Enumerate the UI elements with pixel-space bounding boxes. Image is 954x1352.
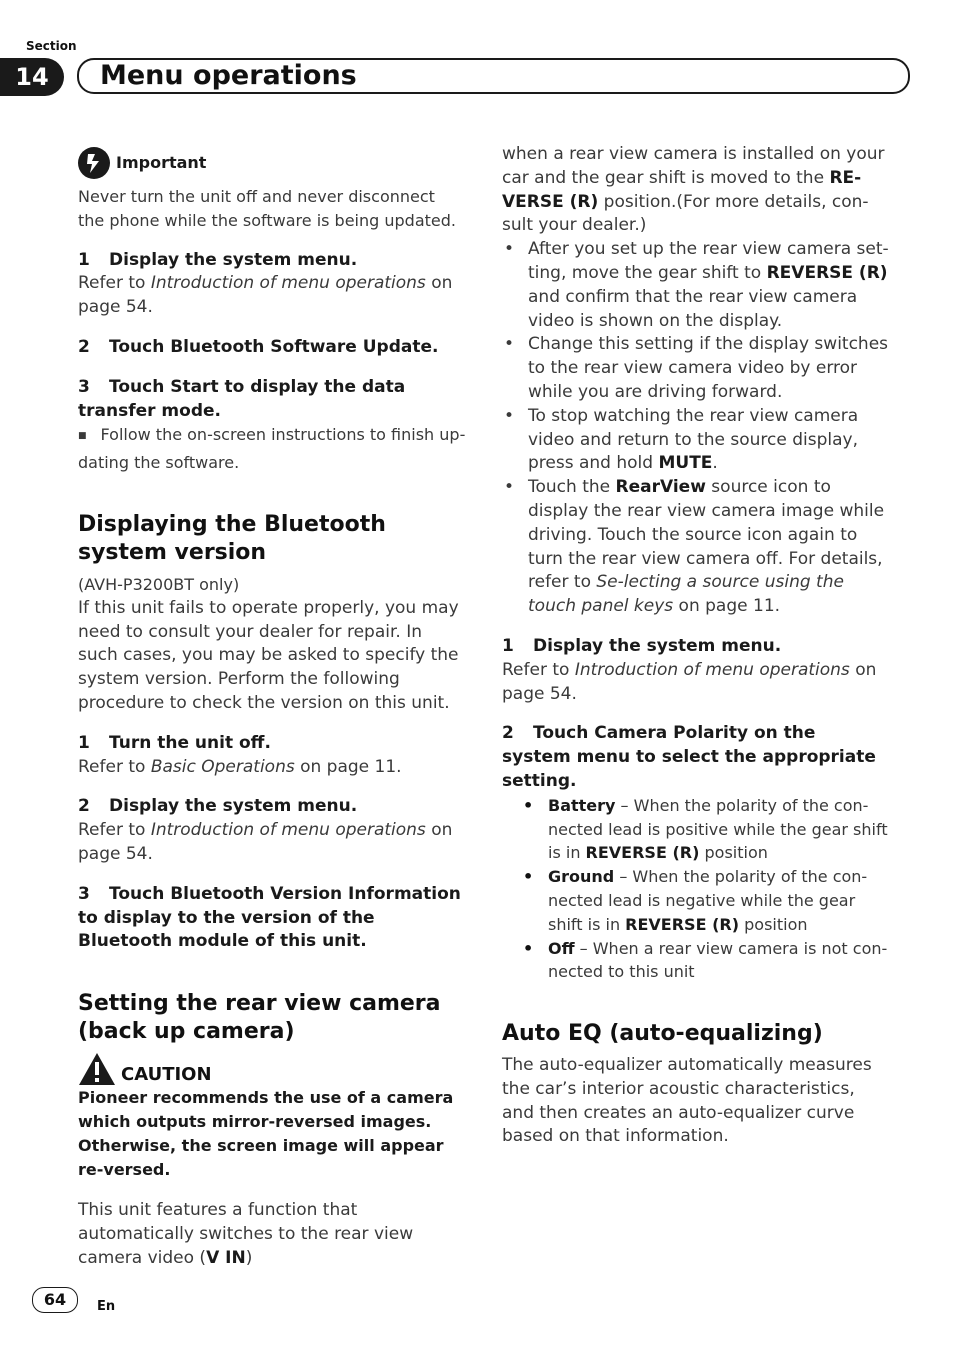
update-step-3: 3 Touch Start to display the data transfer mode. [78, 376, 406, 421]
update-step-1: 1 Display the system menu. [78, 249, 358, 270]
list-item: • Change this setting if the display switches to the rear view camera video by error while you are driving forward. [502, 333, 890, 404]
language-label: En [97, 1299, 116, 1314]
list-item: • Battery – When the polarity of the con-nected lead is positive while the gear shift is in REVERSE (R) position [502, 794, 890, 865]
important-notice-header [78, 147, 466, 179]
left-column [78, 143, 466, 1271]
list-item: • Touch the RearView source icon to display the rear view camera image while driving. Touch the source icon again to turn the rear view camera off. For details, refer to Se-lecting a source using the touch panel keys on page 11. [502, 476, 890, 619]
bt-version-heading: Displaying the Bluetooth system version [78, 511, 386, 565]
bt-version-model-note: (AVH-P3200BT only) [78, 574, 240, 594]
list-item: • To stop watching the rear view camera video and return to the source display, press and hold MUTE. [502, 405, 890, 476]
caution-header [78, 1052, 466, 1086]
rear-camera-body: This unit features a function that automatically switches to the rear view camera video (V IN) [78, 1200, 414, 1268]
update-step-2: 2 Touch Bluetooth Software Update. [78, 336, 439, 357]
update-step-1-reference: Refer to Introduction of menu operations on page 54. [78, 273, 453, 318]
warning-icon [78, 1052, 116, 1086]
bt-version-step-2-reference: Refer to Introduction of menu operations on page 54. [78, 820, 453, 864]
caution-label: CAUTION [121, 1064, 212, 1086]
camera-step-2: 2 Touch Camera Polarity on the system menu to select the appropriate setting. [502, 723, 876, 791]
section-number-badge: 14 [0, 58, 64, 96]
rear-camera-heading: Setting the rear view camera (back up camera) [78, 991, 441, 1045]
page-number: 64 [32, 1287, 78, 1313]
auto-eq-heading: Auto EQ (auto-equalizing) [502, 1021, 823, 1047]
rear-camera-notes [502, 238, 890, 619]
list-item: • Ground – When the polarity of the con-nected lead is negative while the gear shift is in REVERSE (R) position [502, 865, 890, 936]
important-label: Important [116, 153, 207, 173]
bt-version-step-1: 1 Turn the unit off. [78, 732, 271, 753]
bt-version-step-2: 2 Display the system menu. [78, 796, 358, 817]
auto-eq-text: The auto-equalizer automatically measures the car’s interior acoustic characteristics, and then creates an auto-equalizer curve based on that information. [502, 1055, 872, 1147]
caution-text: Pioneer recommends the use of a camera which outputs mirror-reversed images. Otherwise, the screen image will appear re-versed. [78, 1088, 454, 1179]
bt-version-step-1-reference: Refer to Basic Operations on page 11. [78, 756, 402, 777]
right-column [502, 143, 890, 1149]
camera-step-1: 1 Display the system menu. [502, 635, 782, 656]
list-item: • Off – When a rear view camera is not con-nected to this unit [502, 937, 890, 985]
camera-step-1-reference: Refer to Introduction of menu operations on page 54. [502, 659, 877, 704]
page-title: Menu operations [77, 58, 910, 94]
important-text: Never turn the unit off and never disconnect the phone while the software is being updated. [78, 187, 456, 230]
important-icon [78, 147, 110, 179]
camera-polarity-options [502, 794, 890, 984]
section-label: Section [26, 39, 77, 53]
rear-camera-body-continued: when a rear view camera is installed on your car and the gear shift is moved to the RE-VERSE (R) position.(For more details, con-sult your dealer.) [502, 144, 885, 236]
list-item: • After you set up the rear view camera set-ting, move the gear shift to REVERSE (R) and confirm that the rear view camera video is shown on the display. [502, 238, 890, 333]
bt-version-intro: If this unit fails to operate properly, you may need to consult your dealer for repair. In such cases, you may be asked to specify the system version. Perform the following procedure to check the version on this unit. [78, 597, 459, 713]
update-step-3-note: ■ Follow the on-screen instructions to finish up-dating the software. [78, 423, 466, 475]
bt-version-step-3: 3 Touch Bluetooth Version Information to display to the version of the Bluetooth module of this unit. [78, 883, 461, 952]
